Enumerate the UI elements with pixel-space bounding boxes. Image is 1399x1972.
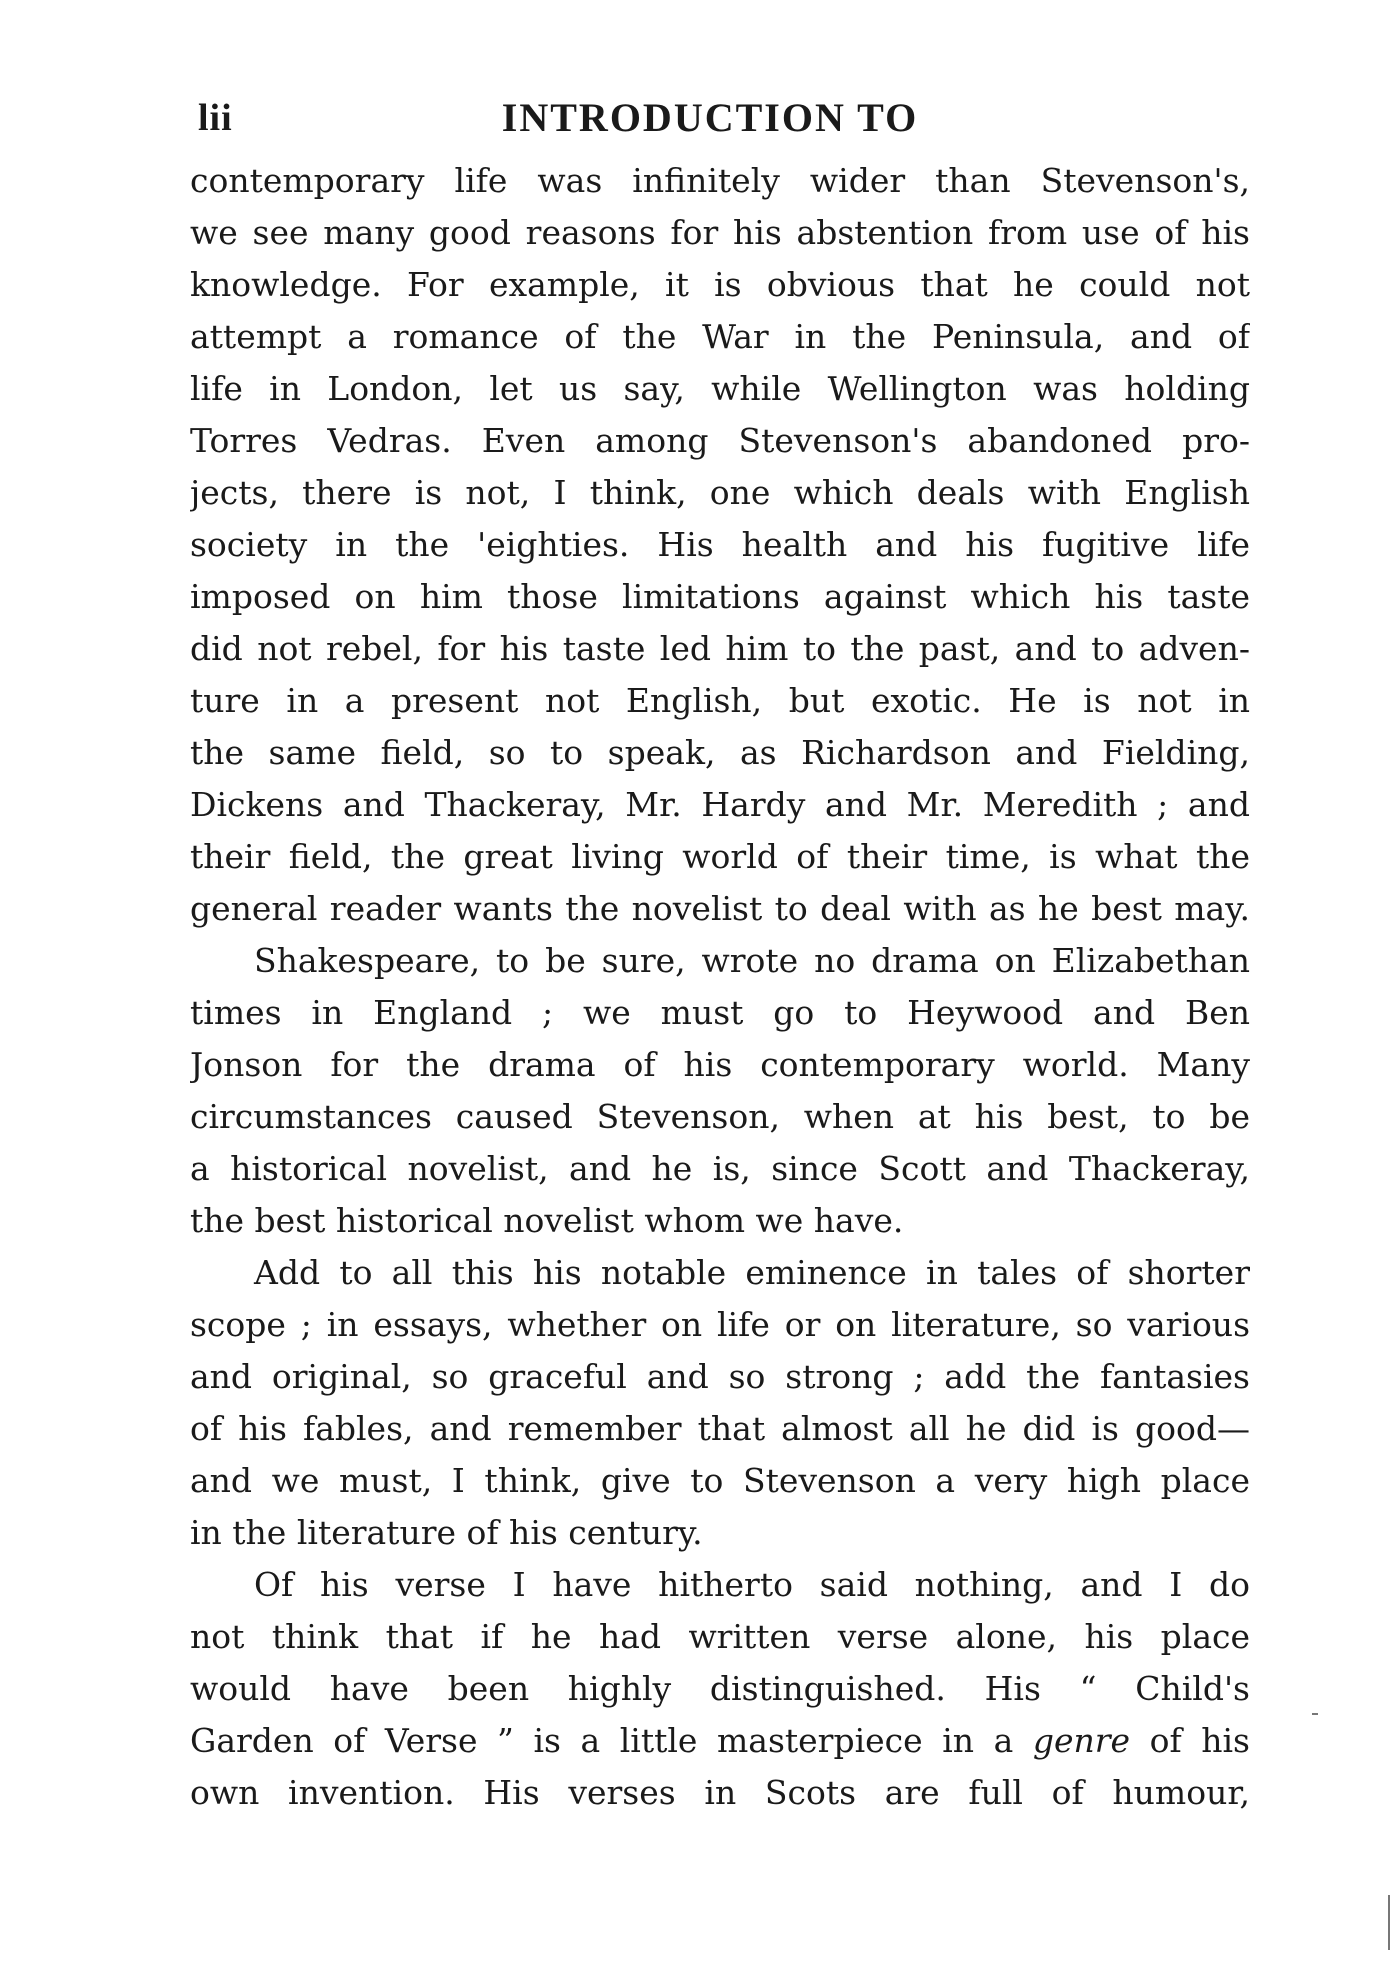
text-line: ture in a present not English, but exotic. He is not in	[190, 681, 1250, 720]
text-line: the best historical novelist whom we have.	[190, 1201, 904, 1240]
text-line: a historical novelist, and he is, since Scott and Thackeray,	[190, 1149, 1250, 1188]
text-line: life in London, let us say, while Wellington was holding	[190, 369, 1250, 408]
text-line: society in the 'eighties. His health and his fugitive life	[190, 525, 1250, 564]
text-line: jects, there is not, I think, one which deals with English	[190, 473, 1250, 512]
text-line: circumstances caused Stevenson, when at his best, to be	[190, 1097, 1250, 1136]
text-segment: Garden of Verse ” is a little masterpiece in a	[190, 1721, 1014, 1760]
text-line: did not rebel, for his taste led him to the past, and to adven-	[190, 629, 1250, 668]
paragraph-1	[190, 155, 1250, 935]
text-line: their field, the great living world of their time, is what the	[190, 837, 1250, 876]
text-line: and original, so graceful and so strong ; add the fantasies	[190, 1357, 1250, 1396]
text-line: the same field, so to speak, as Richardson and Fielding,	[190, 733, 1250, 772]
text-line: Dickens and Thackeray, Mr. Hardy and Mr. Meredith ; and	[190, 785, 1250, 824]
text-line: knowledge. For example, it is obvious that he could not	[190, 265, 1250, 304]
text-line: times in England ; we must go to Heywood and Ben	[190, 993, 1250, 1032]
text-line: not think that if he had written verse alone, his place	[190, 1617, 1250, 1656]
text-line: Shakespeare, to be sure, wrote no drama on Elizabethan	[254, 941, 1250, 980]
body-text	[190, 155, 1250, 1819]
text-line: we see many good reasons for his abstention from use of his	[190, 213, 1250, 252]
text-line: Torres Vedras. Even among Stevenson's abandoned pro-	[190, 421, 1250, 460]
text-line: Of his verse I have hitherto said nothing, and I do	[254, 1565, 1250, 1604]
text-segment: of his	[1130, 1721, 1250, 1760]
text-line: and we must, I think, give to Stevenson a very high place	[190, 1461, 1250, 1500]
paragraph-4	[190, 1559, 1250, 1819]
text-line: own invention. His verses in Scots are full of humour,	[190, 1773, 1250, 1812]
text-line: would have been highly distinguished. His “ Child's	[190, 1669, 1250, 1708]
text-line: attempt a romance of the War in the Peninsula, and of	[190, 317, 1250, 356]
scan-mark	[1388, 1895, 1390, 1950]
paragraph-2	[190, 935, 1250, 1247]
text-line: Jonson for the drama of his contemporary world. Many	[190, 1045, 1250, 1084]
text-line: scope ; in essays, whether on life or on literature, so various	[190, 1305, 1250, 1344]
text-line: contemporary life was infinitely wider than Stevenson's,	[190, 161, 1250, 200]
running-head	[190, 88, 1250, 148]
text-line: of his fables, and remember that almost all he did is good—	[190, 1409, 1250, 1448]
text-line-with-italic	[190, 1715, 1250, 1767]
running-head-title: INTRODUCTION TO	[501, 95, 919, 140]
text-line: imposed on him those limitations against which his taste	[190, 577, 1250, 616]
page-number: lii	[198, 97, 233, 139]
text-line: Add to all this his notable eminence in tales of shorter	[254, 1253, 1250, 1292]
text-line: general reader wants the novelist to deal with as he best may.	[190, 889, 1250, 928]
text-line: in the literature of his century.	[190, 1513, 703, 1552]
paragraph-3	[190, 1247, 1250, 1559]
italic-word: genre	[1032, 1721, 1131, 1760]
scan-mark	[1312, 1713, 1318, 1715]
